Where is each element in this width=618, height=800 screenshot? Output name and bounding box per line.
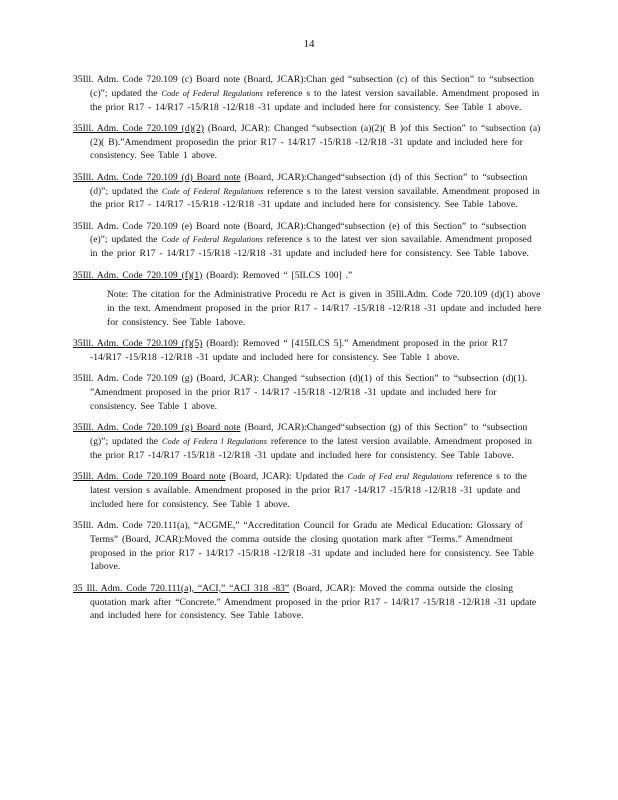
- amendment-entry: [73, 122, 543, 163]
- cfr-title: Code of Federa l Regulations: [161, 437, 267, 447]
- amendment-entry: [73, 73, 543, 114]
- citation-underlined: 35Ill. Adm. Code 720.109 (f)(1): [73, 269, 203, 281]
- cfr-title: Code of Fed eral Regulations: [347, 472, 453, 482]
- entry-text: reference s to the latest version s available. Amendment proposed in the prior R17 -14/R17 -15/R18 -12/R18 -31 update and included here for consistency. See Table 1 above.: [90, 471, 527, 510]
- amendment-entry: [73, 470, 543, 511]
- entry-text: (Board, JCAR): Changed “subsection (a)(2)( B )of this Section” to “subsection (a)(2)( B).”Amendment proposedin the prior R17 - 14/R17 -15/R18 -12/R18 -31 update and included here for consistency. See Table 1 above.: [90, 122, 541, 162]
- entry-text: 35Ill. Adm. Code 720.109 (g) (Board, JCAR): Changed “subsection (d)(1) of this Section” to “subsection (d)(1). ”Amendment proposed in the prior R17 - 14/R17 -15/R18 -12/R18 -31 update and included here for consistency. See Table 1 above.: [73, 373, 528, 412]
- entry-text: 35Ill. Adm. Code 720.109 (c) Board note (Board, JCAR):Chan ged “subsection (c) of this Section” to “subsection (c)”; updated the: [73, 74, 534, 99]
- entry-text: (Board, JCAR): Updated the: [225, 471, 348, 483]
- amendment-entry: [73, 171, 543, 212]
- entry-text: 35Ill. Adm. Code 720.111(a), “ACGME,” “Accreditation Council for Gradu ate Medical Education: Glossary of Terms” (Board, JCAR):Moved the comma outside the closing quotation mark after “Terms.” Amendment proposed in the prior R17 - 14/R17 -15/R18 -12/R18 -31 update and included here for consistency. See Table 1above.: [73, 520, 534, 573]
- citation-underlined: 35Ill. Adm. Code 720.109 Board note: [73, 471, 226, 483]
- entry-note: Note: The citation for the Administrative Procedu re Act is given in 35Ill.Adm. Code 720.109 (d)(1) above in the text. Amendment proposed in the prior R17 - 14/R17 -15/R18 -12/R18 -31 update and included here for consistency. See Table 1above.: [107, 289, 542, 328]
- amendment-entry: [73, 519, 543, 574]
- entry-text: (Board, JCAR): Moved the comma outside the closing quotation mark after “Concrete.” Amendment proposed in the prior R17 - 14/R17 -15/R18 -12/R18 -31 update and included here for consistency. See Table 1above.: [90, 582, 537, 622]
- amendment-entry: [73, 269, 543, 330]
- citation-underlined: 35Ill. Adm. Code 720.109 (d)(2): [73, 122, 204, 134]
- citation-underlined: 35Ill. Adm. Code 720.109 (g) Board note: [73, 422, 241, 434]
- entry-text: (Board): Removed “ [5ILCS 100] .”: [202, 269, 353, 281]
- amendment-entry: [73, 421, 543, 462]
- entry-text: (Board): Removed “ [415ILCS 5].” Amendment proposed in the prior R17 -14/R17 -15/R18 -12/R18 -31 update and included here for consistency. See Table 1 above.: [90, 338, 508, 364]
- entry-text: reference s to the latest version savailable. Amendment proposed in the prior R17 - 14/R17 -15/R18 -12/R18 -31 update and included here for consistency. See Table 1above.: [90, 185, 540, 211]
- amendment-entry: [73, 582, 543, 623]
- entry-text: reference to the latest version available. Amendment proposed in the prior R17 -14/R17 -15/R18 -12/R18 -31 update and included here for consistency. See Table 1above.: [90, 436, 532, 461]
- amendment-list: [73, 73, 543, 631]
- citation-underlined: 35Ill. Adm. Code 720.109 (d) Board note: [73, 171, 241, 183]
- entry-text: 35Ill. Adm. Code 720.109 (e) Board note (Board, JCAR):Changed“subsection (e) of this Section” to “subsection (e)”; updated the: [73, 220, 527, 246]
- cfr-title: Code of Federal Regulations: [161, 235, 263, 245]
- amendment-entry: [73, 372, 543, 413]
- cfr-title: Code of Federal Regulations: [161, 88, 263, 98]
- amendment-entry: [73, 337, 543, 365]
- entry-text: (Board, JCAR):Changed“subsection (d) of this Section” to “subsection (d)”; updated the: [90, 171, 528, 197]
- entry-text: (Board, JCAR):Changed“subsection (g) of this Section” to “subsection (g)”; updated the: [90, 422, 528, 448]
- entry-text: reference s to the latest ver sion savailable. Amendment proposed in the prior R17 - 14/R17 -15/R18 -12/R18 -31 update and included here for consistency. See Table 1above.: [90, 234, 532, 260]
- citation-underlined: 35Ill. Adm. Code 720.109 (f)(5): [73, 338, 203, 350]
- cfr-title: Code of Federal Regulations: [161, 186, 264, 196]
- page-number: 14: [303, 38, 315, 50]
- citation-underlined: 35 Ill. Adm. Code 720.111(a), “ACI,” “ACI 318 -83”: [73, 582, 290, 594]
- amendment-entry: [73, 220, 543, 261]
- entry-text: reference s to the latest version savailable. Amendment proposed in the prior R17 - 14/R17 -15/R18 -12/R18 -31 update and included here for consistency. See Table 1 above.: [90, 87, 540, 113]
